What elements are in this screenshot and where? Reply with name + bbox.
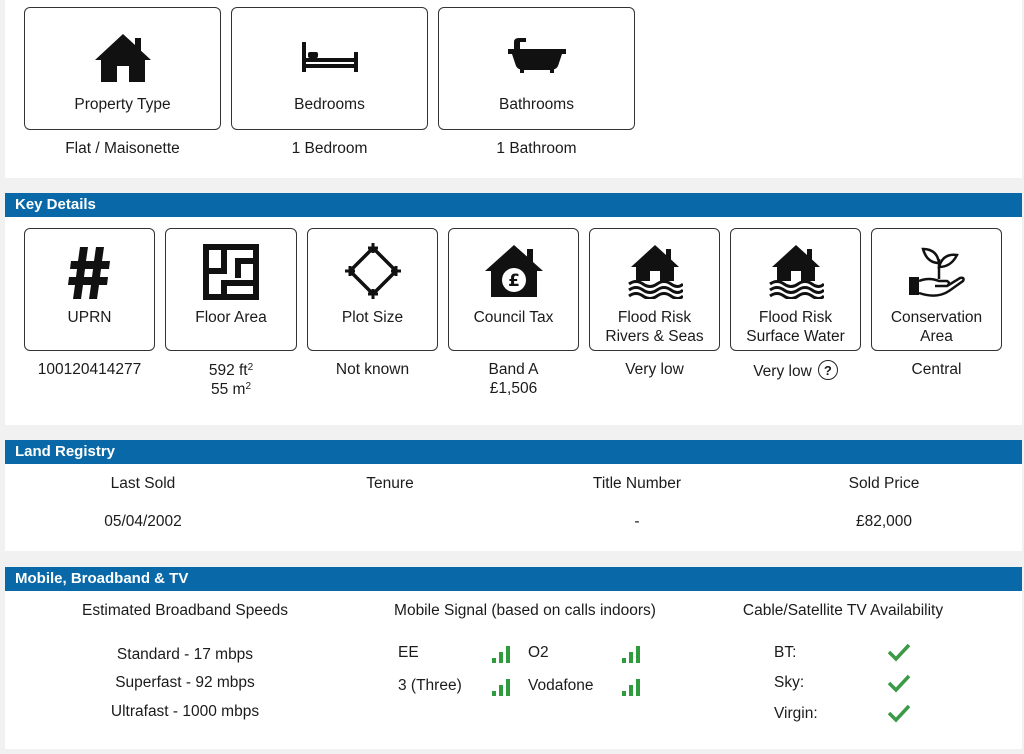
flood-house-icon: [590, 243, 719, 299]
plot-size-value: Not known: [335, 361, 410, 378]
tv-bt: BT:: [774, 644, 797, 661]
tv-virgin: Virgin:: [774, 705, 818, 722]
network-three: 3 (Three): [398, 677, 462, 694]
floor-area-value: 592 $ft^2$ 55 $m^2$: [208, 362, 254, 398]
flood-surface-value: Very low ?: [730, 362, 861, 382]
broadband-standard: Standard - 17 mbps: [116, 646, 254, 663]
conservation-value: Central: [911, 361, 962, 378]
sold-price-value: £82,000: [855, 513, 913, 530]
property-type-value: Flat / Maisonette: [65, 140, 180, 157]
flood-rivers-value: Very low: [625, 361, 684, 378]
bathrooms-label: Bathrooms: [499, 96, 574, 113]
signal-bars-icon: [621, 677, 641, 702]
broadband-superfast: Superfast - 92 mbps: [115, 674, 255, 691]
bed-icon: [232, 38, 427, 78]
council-tax-value: [448, 360, 579, 398]
floor-area-ft: 592 ft: [208, 362, 248, 379]
check-icon: [887, 642, 911, 667]
network-vodafone: Vodafone: [528, 677, 594, 694]
col-title-number: Title Number: [592, 475, 682, 492]
bathrooms-card: [438, 7, 635, 130]
bathrooms-value: 1 Bathroom: [496, 140, 577, 157]
help-question-icon[interactable]: ?: [818, 360, 838, 380]
bedrooms-value: 1 Bedroom: [291, 140, 368, 157]
hash-icon: [25, 245, 154, 301]
bedrooms-card: [231, 7, 428, 130]
signal-bars-icon: [621, 644, 641, 669]
uprn-label: UPRN: [67, 309, 112, 326]
flood-house-icon: [731, 243, 860, 299]
plot-size-card: [307, 228, 438, 351]
land-registry-header: Land Registry: [5, 440, 1022, 464]
council-tax-band: Band A: [488, 361, 539, 378]
flood-surface-label: Flood Risk Surface Water: [746, 309, 845, 345]
council-tax-amount: £1,506: [489, 380, 538, 397]
title-number-value: -: [634, 513, 640, 530]
col-sold-price: Sold Price: [848, 475, 920, 492]
plot-size-label: Plot Size: [341, 309, 404, 326]
bedrooms-label: Bedrooms: [294, 96, 365, 113]
check-icon: [887, 703, 911, 728]
uprn-card: [24, 228, 155, 351]
floor-plan-icon: [166, 244, 296, 300]
tv-sky: Sky:: [774, 674, 805, 691]
floor-area-m: 55 m: [210, 381, 246, 398]
col-last-sold: Last Sold: [110, 475, 176, 492]
mobile-signal-title: Mobile Signal (based on calls indoors): [394, 602, 656, 619]
floor-area-card: [165, 228, 297, 351]
signal-bars-icon: [491, 644, 511, 669]
mobile-broadband-header: Mobile, Broadband & TV: [5, 567, 1022, 591]
floor-area-label: Floor Area: [195, 309, 267, 326]
broadband-ultrafast: Ultrafast - 1000 mbps: [110, 703, 260, 720]
council-tax-house-icon: [449, 243, 578, 299]
conservation-area-card: [871, 228, 1002, 351]
plant-hand-icon: [872, 243, 1001, 301]
house-icon: [25, 32, 220, 84]
col-tenure: Tenure: [366, 475, 414, 492]
last-sold-value: 05/04/2002: [104, 513, 182, 530]
flood-risk-surface-card: [730, 228, 861, 351]
flood-risk-rivers-card: [589, 228, 720, 351]
uprn-value: 100120414277: [37, 361, 142, 378]
property-type-card: [24, 7, 221, 130]
property-type-label: Property Type: [74, 96, 171, 113]
tv-availability-title: Cable/Satellite TV Availability: [742, 602, 944, 619]
council-tax-card: [448, 228, 579, 351]
svg-text:£: £: [507, 271, 520, 291]
plot-diamond-icon: [308, 242, 437, 300]
check-icon: [887, 673, 911, 698]
key-details-header: Key Details: [5, 193, 1022, 217]
network-ee: EE: [398, 644, 419, 661]
network-o2: O2: [528, 644, 549, 661]
flood-rivers-label: Flood Risk Rivers & Seas: [605, 309, 704, 345]
council-tax-label: Council Tax: [473, 309, 554, 326]
bathtub-icon: [439, 36, 634, 74]
signal-bars-icon: [491, 677, 511, 702]
conservation-label: Conservation Area: [890, 309, 983, 345]
broadband-title: Estimated Broadband Speeds: [82, 602, 288, 619]
